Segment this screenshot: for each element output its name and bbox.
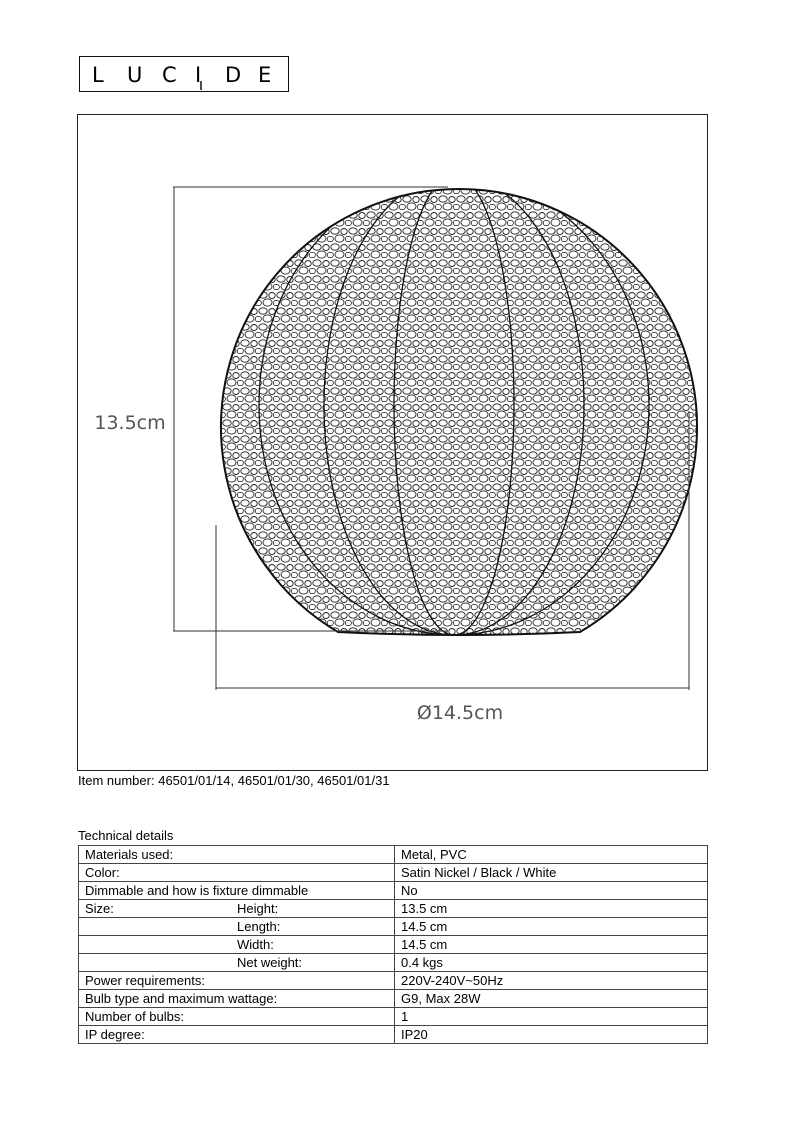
logo-letter-e: E	[258, 63, 272, 87]
table-row	[79, 918, 708, 936]
technical-drawing-frame	[77, 114, 708, 771]
logo-letter-u: U	[127, 63, 143, 87]
row-value: 220V-240V~50Hz	[395, 972, 708, 990]
row-label: Power requirements:	[79, 972, 395, 990]
technical-details-table	[78, 845, 708, 1044]
row-value: IP20	[395, 1026, 708, 1044]
table-row	[79, 954, 708, 972]
height-dimension-label: 13.5cm	[94, 412, 166, 434]
logo-letter-c: C	[162, 63, 177, 87]
logo-letter-i: I	[195, 63, 202, 87]
table-row	[79, 900, 708, 918]
row-label	[79, 918, 395, 936]
diameter-dimension-label: Ø14.5cm	[416, 702, 504, 724]
globe-shade	[221, 175, 697, 635]
row-value: 1	[395, 1008, 708, 1026]
row-label: Bulb type and maximum wattage:	[79, 990, 395, 1008]
row-value: G9, Max 28W	[395, 990, 708, 1008]
row-sub-label: Length:	[237, 919, 281, 934]
table-row	[79, 972, 708, 990]
row-value: 0.4 kgs	[395, 954, 708, 972]
technical-details-title: Technical details	[78, 828, 174, 843]
row-value: Metal, PVC	[395, 846, 708, 864]
item-number-line	[78, 773, 390, 788]
table-row	[79, 846, 708, 864]
row-sub-label: Net weight:	[237, 955, 303, 970]
row-label: Dimmable and how is fixture dimmable	[79, 882, 395, 900]
logo-letter-d: D	[225, 63, 242, 87]
table-row	[79, 864, 708, 882]
row-value: Satin Nickel / Black / White	[395, 864, 708, 882]
row-value: 14.5 cm	[395, 918, 708, 936]
table-row	[79, 882, 708, 900]
logo-letter-l: L	[92, 63, 104, 87]
brand-logo	[79, 56, 289, 92]
row-sub-label: Width:	[237, 937, 274, 952]
item-number-label: Item number:	[78, 773, 155, 788]
table-row	[79, 1026, 708, 1044]
row-label	[79, 936, 395, 954]
row-label: IP degree:	[79, 1026, 395, 1044]
row-value: 14.5 cm	[395, 936, 708, 954]
row-sub-label: Height:	[237, 901, 279, 916]
lamp-drawing	[78, 115, 709, 772]
item-number-values: 46501/01/14, 46501/01/30, 46501/01/31	[158, 773, 390, 788]
row-label: Materials used:	[79, 846, 395, 864]
row-label	[79, 954, 395, 972]
table-row	[79, 1008, 708, 1026]
row-label: Number of bulbs:	[79, 1008, 395, 1026]
row-value: 13.5 cm	[395, 900, 708, 918]
table-row	[79, 936, 708, 954]
row-label: Color:	[79, 864, 395, 882]
row-label	[79, 900, 395, 918]
row-value: No	[395, 882, 708, 900]
row-group-label: Size:	[85, 901, 114, 916]
table-row	[79, 990, 708, 1008]
